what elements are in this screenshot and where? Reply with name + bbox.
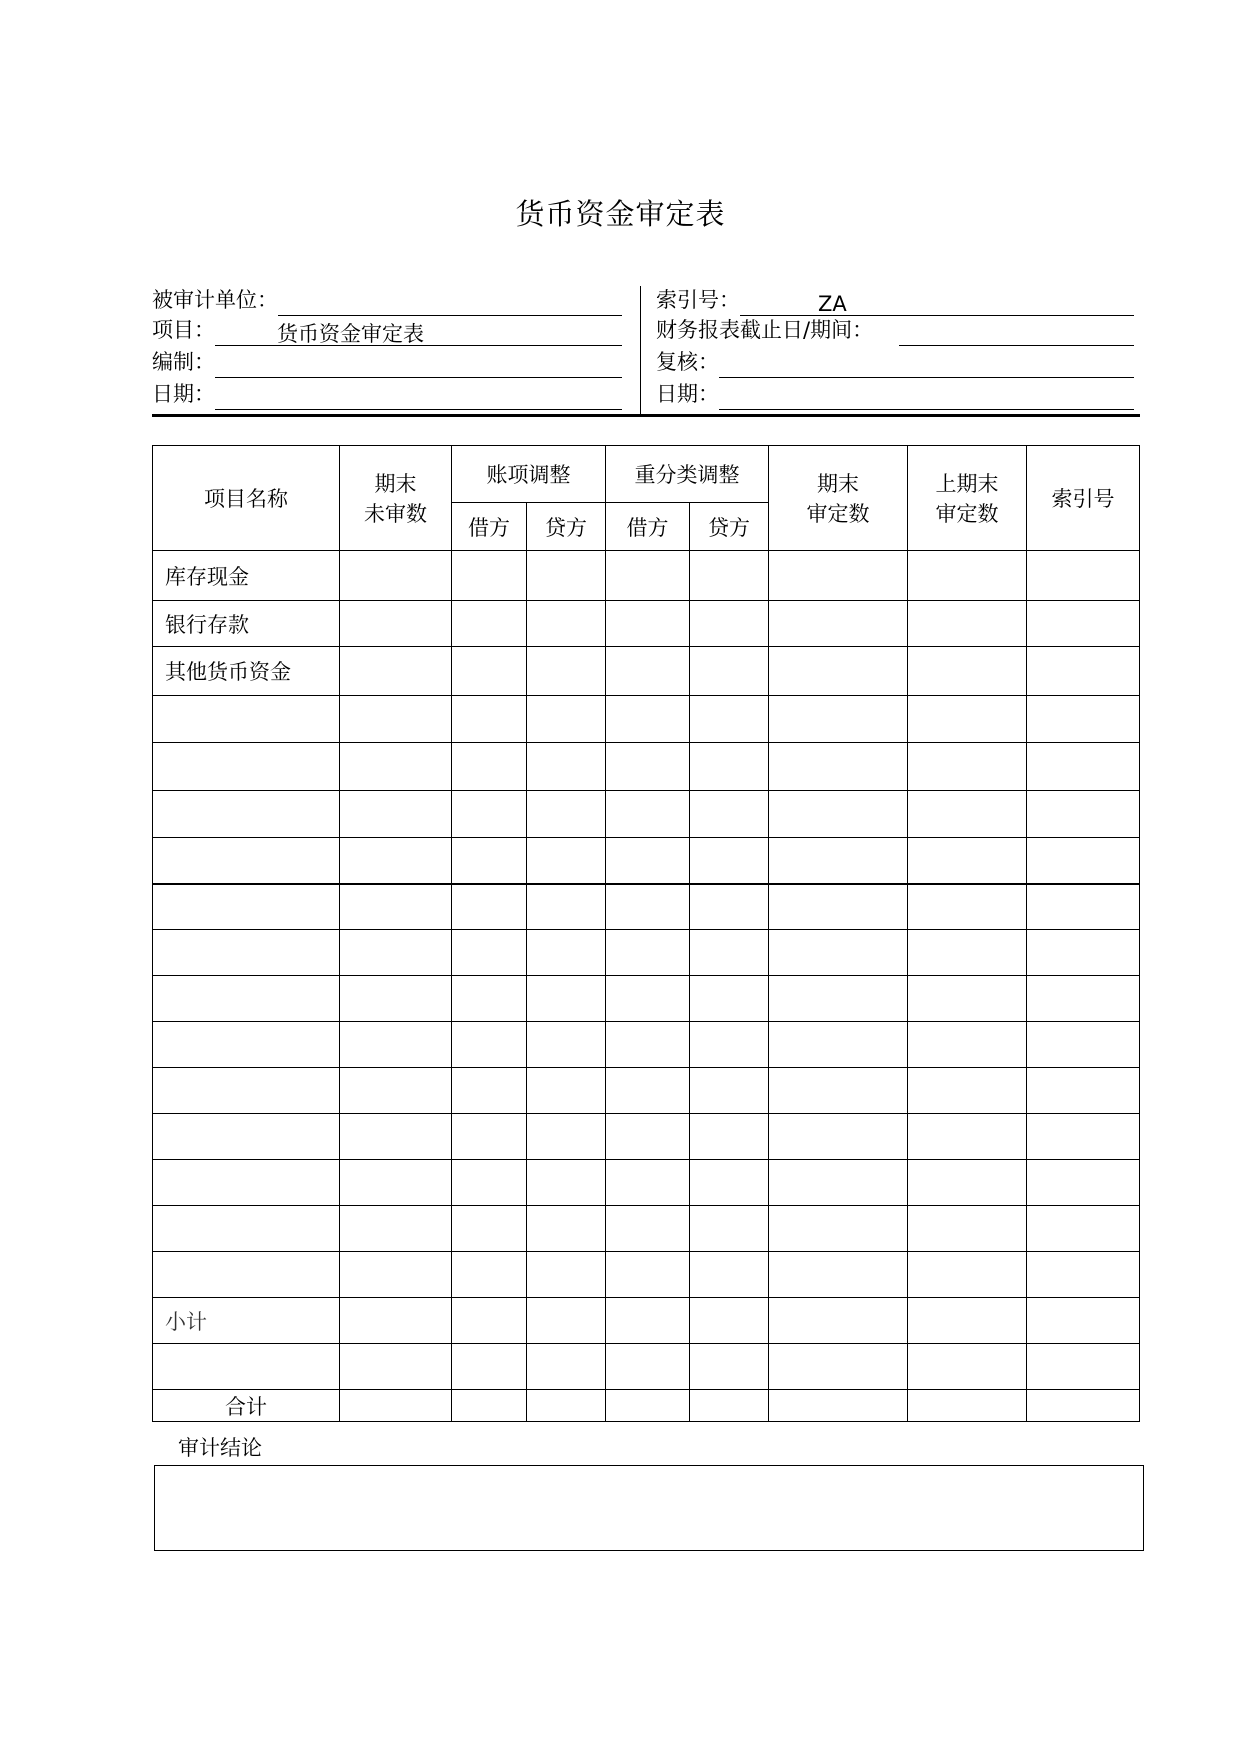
col-reclass-credit: 贷方 [690, 503, 769, 551]
col-closing-audited-line2: 审定数 [806, 502, 870, 526]
table-row [153, 696, 1140, 743]
conclusion-box[interactable] [154, 1465, 1144, 1551]
table-cell[interactable] [908, 551, 1027, 601]
row-item-name[interactable] [153, 1252, 340, 1298]
table-cell[interactable] [690, 930, 769, 976]
row-item-name[interactable] [153, 696, 340, 743]
table-cell[interactable] [452, 1022, 527, 1068]
prepared-date-label: 日期： [152, 382, 215, 406]
table-cell[interactable] [606, 601, 690, 647]
table-cell[interactable] [908, 1068, 1027, 1114]
table-cell[interactable] [690, 1344, 769, 1390]
row-item-name[interactable] [153, 1160, 340, 1206]
col-prior-audited [908, 446, 1027, 551]
table-cell[interactable] [452, 1344, 527, 1390]
table-cell[interactable] [690, 1114, 769, 1160]
col-closing-unaudited-line1: 期末 [374, 472, 417, 496]
table-cell[interactable] [527, 1344, 606, 1390]
table-cell[interactable] [769, 1160, 908, 1206]
row-item-name[interactable] [153, 884, 340, 930]
table-cell[interactable] [1027, 976, 1140, 1022]
table-cell[interactable] [769, 976, 908, 1022]
index-no-label: 索引号： [656, 288, 740, 312]
table-cell[interactable] [690, 696, 769, 743]
row-item-name[interactable] [153, 1022, 340, 1068]
table-cell[interactable] [340, 1298, 452, 1344]
table-cell[interactable] [452, 743, 527, 791]
table-cell[interactable] [606, 1390, 690, 1422]
index-no-row [656, 286, 1134, 316]
table-cell[interactable] [606, 1114, 690, 1160]
table-cell[interactable] [340, 551, 452, 601]
table-cell[interactable] [769, 647, 908, 696]
table-row [153, 743, 1140, 791]
table-cell[interactable] [769, 791, 908, 838]
table-cell[interactable] [908, 1114, 1027, 1160]
table-row [153, 930, 1140, 976]
table-cell[interactable] [452, 884, 527, 930]
col-item-name: 项目名称 [153, 446, 340, 551]
table-cell[interactable] [690, 1298, 769, 1344]
row-item-name[interactable] [153, 930, 340, 976]
table-cell[interactable] [606, 647, 690, 696]
table-cell[interactable] [1027, 1160, 1140, 1206]
col-closing-unaudited [340, 446, 452, 551]
review-date-row [656, 380, 1134, 410]
table-cell[interactable] [1027, 1206, 1140, 1252]
table-cell[interactable] [527, 976, 606, 1022]
table-row [153, 1206, 1140, 1252]
audited-entity-row [152, 286, 622, 316]
table-cell[interactable] [527, 1114, 606, 1160]
table-body [153, 551, 1140, 1422]
table-cell[interactable] [769, 1298, 908, 1344]
project-field[interactable]: 货币资金审定表 [215, 322, 622, 346]
table-cell[interactable] [690, 551, 769, 601]
table-cell[interactable] [690, 1022, 769, 1068]
table-cell[interactable] [1027, 696, 1140, 743]
audit-table [152, 445, 1140, 1422]
table-cell[interactable] [908, 647, 1027, 696]
table-cell[interactable] [908, 976, 1027, 1022]
table-cell[interactable] [452, 838, 527, 884]
table-cell[interactable] [1027, 1252, 1140, 1298]
table-cell[interactable] [769, 1114, 908, 1160]
table-cell[interactable] [1027, 1114, 1140, 1160]
table-cell[interactable] [1027, 1298, 1140, 1344]
table-cell[interactable] [908, 1344, 1027, 1390]
table-cell[interactable] [1027, 791, 1140, 838]
table-cell[interactable] [340, 930, 452, 976]
table-cell[interactable] [769, 1390, 908, 1422]
period-row [656, 316, 1134, 346]
table-cell[interactable] [1027, 601, 1140, 647]
table-cell[interactable] [908, 930, 1027, 976]
index-no-field[interactable]: ZA [740, 292, 1134, 316]
col-closing-audited-line1: 期末 [817, 472, 859, 496]
table-cell[interactable] [1027, 1022, 1140, 1068]
table-cell[interactable] [690, 838, 769, 884]
table-cell[interactable] [908, 1022, 1027, 1068]
table-cell[interactable] [452, 601, 527, 647]
table-cell[interactable] [1027, 1390, 1140, 1422]
table-cell[interactable] [769, 1252, 908, 1298]
col-index-no: 索引号 [1027, 446, 1140, 551]
table-cell[interactable] [452, 551, 527, 601]
table-row [153, 601, 1140, 647]
table-cell[interactable] [340, 647, 452, 696]
row-item-name[interactable] [153, 1114, 340, 1160]
table-cell[interactable] [527, 1206, 606, 1252]
table-cell[interactable] [606, 930, 690, 976]
table-cell[interactable] [690, 601, 769, 647]
table-cell[interactable] [908, 1160, 1027, 1206]
table-row [153, 647, 1140, 696]
row-item-name[interactable]: 小计 [153, 1298, 340, 1344]
col-prior-audited-line1: 上期末 [935, 472, 999, 496]
period-field[interactable] [899, 322, 1134, 346]
table-cell[interactable] [690, 1160, 769, 1206]
table-cell[interactable] [527, 743, 606, 791]
table-cell[interactable] [1027, 743, 1140, 791]
table-cell[interactable] [527, 791, 606, 838]
table-cell[interactable] [690, 791, 769, 838]
row-item-name[interactable] [153, 838, 340, 884]
table-cell[interactable] [690, 1206, 769, 1252]
table-cell[interactable] [908, 601, 1027, 647]
table-cell[interactable] [452, 791, 527, 838]
table-cell[interactable] [690, 1390, 769, 1422]
table-row [153, 551, 1140, 601]
table-cell[interactable] [527, 1022, 606, 1068]
prepared-by-row [152, 348, 622, 378]
table-cell[interactable] [340, 791, 452, 838]
table-cell[interactable] [908, 791, 1027, 838]
table-cell[interactable] [340, 1206, 452, 1252]
table-cell[interactable] [340, 884, 452, 930]
table-cell[interactable] [452, 1206, 527, 1252]
table-cell[interactable] [527, 1160, 606, 1206]
table-cell[interactable] [527, 551, 606, 601]
table-cell[interactable] [340, 743, 452, 791]
table-cell[interactable] [527, 884, 606, 930]
table-cell[interactable] [340, 1390, 452, 1422]
table-cell[interactable] [908, 1298, 1027, 1344]
table-cell[interactable] [452, 647, 527, 696]
table-cell[interactable] [527, 1068, 606, 1114]
table-cell[interactable] [340, 696, 452, 743]
table-cell[interactable] [769, 1022, 908, 1068]
col-prior-audited-line2: 审定数 [935, 502, 999, 526]
table-cell[interactable] [769, 696, 908, 743]
table-row [153, 1344, 1140, 1390]
header-divider [640, 286, 641, 416]
table-cell[interactable] [606, 791, 690, 838]
col-adj-credit: 贷方 [527, 503, 606, 551]
table-row [153, 884, 1140, 930]
table-cell[interactable] [606, 1344, 690, 1390]
table-cell[interactable] [340, 1252, 452, 1298]
table-cell[interactable] [452, 1114, 527, 1160]
table-cell[interactable] [340, 1344, 452, 1390]
table-cell[interactable] [606, 1206, 690, 1252]
prepared-date-row [152, 380, 622, 410]
table-cell[interactable] [527, 1252, 606, 1298]
table-cell[interactable] [690, 647, 769, 696]
table-cell[interactable] [690, 1068, 769, 1114]
col-account-adjustment: 账项调整 [452, 446, 606, 503]
row-item-name[interactable]: 银行存款 [153, 601, 340, 647]
project-label: 项目： [152, 318, 215, 342]
table-row [153, 1114, 1140, 1160]
prepared-by-label: 编制： [152, 350, 215, 374]
table-cell[interactable] [606, 551, 690, 601]
page-title: 货币资金审定表 [515, 197, 726, 231]
table-cell[interactable] [908, 1206, 1027, 1252]
total-label[interactable]: 合计 [153, 1390, 340, 1422]
table-cell[interactable] [340, 976, 452, 1022]
row-item-name[interactable]: 其他货币资金 [153, 647, 340, 696]
table-cell[interactable] [769, 1068, 908, 1114]
row-item-name[interactable] [153, 743, 340, 791]
table-cell[interactable] [452, 930, 527, 976]
table-cell[interactable] [1027, 1344, 1140, 1390]
table-cell[interactable] [340, 838, 452, 884]
table-cell[interactable] [606, 1068, 690, 1114]
table-cell[interactable] [452, 1252, 527, 1298]
table-cell[interactable] [1027, 838, 1140, 884]
table-cell[interactable] [606, 1252, 690, 1298]
table-cell[interactable] [527, 1390, 606, 1422]
reviewed-by-field[interactable] [719, 354, 1134, 378]
table-cell[interactable] [606, 1022, 690, 1068]
col-adj-debit: 借方 [452, 503, 527, 551]
table-cell[interactable] [452, 1390, 527, 1422]
table-cell[interactable] [1027, 647, 1140, 696]
table-cell[interactable] [908, 1252, 1027, 1298]
table-cell[interactable] [769, 743, 908, 791]
table-cell[interactable] [606, 696, 690, 743]
table-cell[interactable] [1027, 930, 1140, 976]
table-cell[interactable] [769, 1344, 908, 1390]
table-cell[interactable] [527, 601, 606, 647]
table-cell[interactable] [452, 1298, 527, 1344]
table-cell[interactable] [908, 743, 1027, 791]
table-row [153, 1160, 1140, 1206]
table-row [153, 1068, 1140, 1114]
row-item-name[interactable] [153, 1068, 340, 1114]
table-cell[interactable] [690, 884, 769, 930]
table-cell[interactable] [606, 1160, 690, 1206]
reviewed-by-label: 复核： [656, 350, 719, 374]
table-row [153, 1022, 1140, 1068]
table-cell[interactable] [606, 976, 690, 1022]
table-cell[interactable] [527, 696, 606, 743]
table-cell[interactable] [769, 884, 908, 930]
table-cell[interactable] [690, 1252, 769, 1298]
review-date-field[interactable] [719, 386, 1134, 410]
table-row [153, 976, 1140, 1022]
table-cell[interactable] [452, 1068, 527, 1114]
table-cell[interactable] [690, 743, 769, 791]
table-cell[interactable] [606, 743, 690, 791]
table-cell[interactable] [1027, 884, 1140, 930]
row-item-name[interactable] [153, 791, 340, 838]
table-row [153, 1252, 1140, 1298]
table-cell[interactable] [908, 1390, 1027, 1422]
col-closing-audited [769, 446, 908, 551]
col-reclassification: 重分类调整 [606, 446, 769, 503]
table-cell[interactable] [606, 838, 690, 884]
row-item-name[interactable] [153, 1344, 340, 1390]
table-cell[interactable] [340, 1160, 452, 1206]
table-cell[interactable] [769, 1206, 908, 1252]
audited-entity-label: 被审计单位： [152, 288, 278, 312]
table-cell[interactable] [769, 930, 908, 976]
table-cell[interactable] [1027, 551, 1140, 601]
table-cell[interactable] [527, 838, 606, 884]
audited-entity-field[interactable] [278, 292, 622, 316]
table-cell[interactable] [908, 696, 1027, 743]
table-cell[interactable] [606, 884, 690, 930]
table-cell[interactable] [769, 838, 908, 884]
table-cell[interactable] [527, 930, 606, 976]
table-cell[interactable] [1027, 1068, 1140, 1114]
period-label: 财务报表截止日/期间： [656, 318, 874, 342]
table-cell[interactable] [769, 551, 908, 601]
table-row [153, 838, 1140, 884]
table-cell[interactable] [340, 601, 452, 647]
total-row [153, 1390, 1140, 1422]
row-item-name[interactable] [153, 976, 340, 1022]
table-cell[interactable] [606, 1298, 690, 1344]
project-row [152, 316, 622, 346]
prepared-date-field[interactable] [215, 386, 622, 410]
table-cell[interactable] [340, 1114, 452, 1160]
table-cell[interactable] [527, 647, 606, 696]
row-item-name[interactable] [153, 1206, 340, 1252]
table-row [153, 1298, 1140, 1344]
conclusion-label: 审计结论 [178, 1436, 262, 1460]
review-date-label: 日期： [656, 382, 719, 406]
table-cell[interactable] [690, 976, 769, 1022]
row-item-name[interactable]: 库存现金 [153, 551, 340, 601]
prepared-by-field[interactable] [215, 354, 622, 378]
table-cell[interactable] [340, 1068, 452, 1114]
table-cell[interactable] [452, 976, 527, 1022]
table-cell[interactable] [769, 601, 908, 647]
col-reclass-debit: 借方 [606, 503, 690, 551]
table-cell[interactable] [908, 884, 1027, 930]
table-cell[interactable] [908, 838, 1027, 884]
header-bottom-rule [152, 414, 1140, 417]
table-cell[interactable] [340, 1022, 452, 1068]
header-info [152, 286, 1140, 418]
col-closing-unaudited-line2: 未审数 [364, 502, 427, 526]
table-cell[interactable] [452, 696, 527, 743]
table-cell[interactable] [527, 1298, 606, 1344]
reviewed-by-row [656, 348, 1134, 378]
table-cell[interactable] [452, 1160, 527, 1206]
table-row [153, 791, 1140, 838]
